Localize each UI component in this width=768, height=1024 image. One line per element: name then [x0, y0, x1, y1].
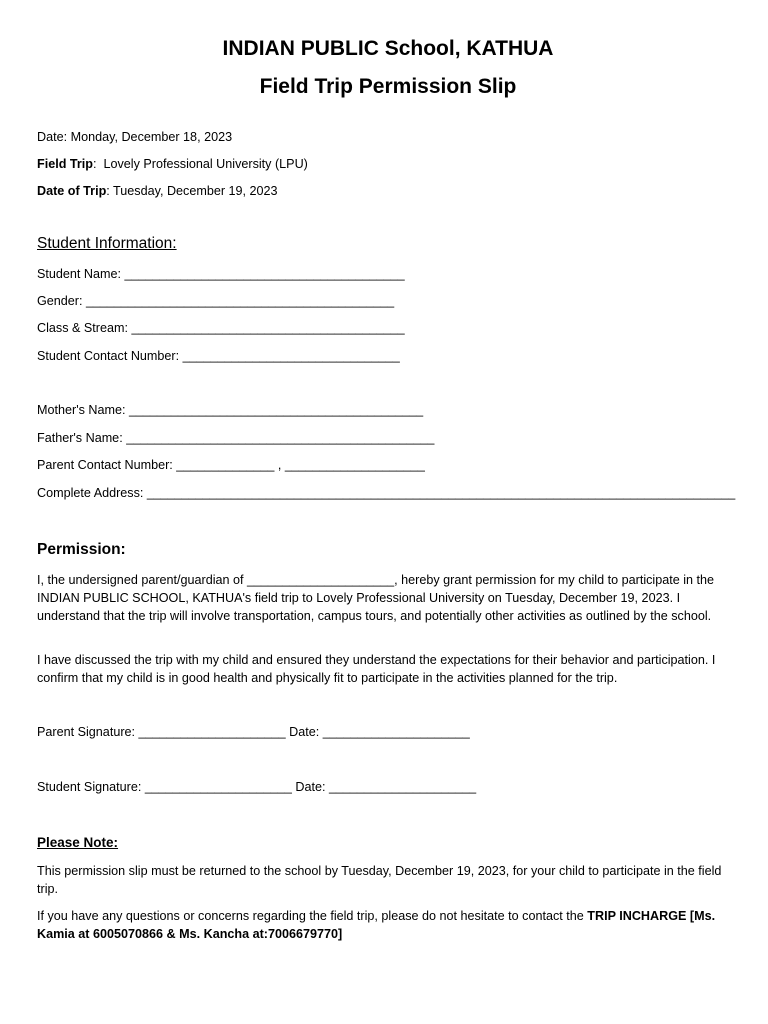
- father-name-field: Father's Name: ____________________________________________: [37, 431, 435, 445]
- page-title: Field Trip Permission Slip: [259, 75, 517, 98]
- school-name: INDIAN PUBLIC School, KATHUA: [222, 37, 554, 60]
- permission-paragraph-2: I have discussed the trip with my child and ensured they understand the expectations for their behavior and participation. I confirm that my child is in good health and physically fit to participate in the activities planned for the trip.: [37, 653, 716, 685]
- note-paragraph-1: This permission slip must be returned to the school by Tuesday, December 19, 2023, for your child to participate in the field trip.: [37, 864, 722, 896]
- letter-date: Date: Monday, December 18, 2023: [37, 130, 233, 144]
- class-stream-field: Class & Stream: _______________________________________: [37, 321, 405, 335]
- note-heading: Please Note:: [37, 835, 119, 850]
- parent-contact-field: Parent Contact Number: ______________ , ____________________: [37, 458, 425, 472]
- student-contact-field: Student Contact Number: _______________________________: [37, 349, 400, 363]
- mother-name-field: Mother's Name: __________________________________________: [37, 403, 424, 417]
- permission-heading: Permission:: [37, 541, 126, 558]
- note-paragraph-2: [37, 908, 742, 944]
- field-trip-line: [37, 157, 308, 171]
- parent-signature-line: Parent Signature: _____________________ Date: _____________________: [37, 725, 470, 739]
- student-signature-line: Student Signature: _____________________ Date: _____________________: [37, 780, 477, 794]
- address-field: Complete Address: ____________________________________________________________________________________: [37, 486, 736, 500]
- student-info-heading: Student Information:: [37, 235, 177, 252]
- student-name-field: Student Name: ________________________________________: [37, 267, 405, 281]
- trip-date-label: Date of Trip: [37, 184, 107, 198]
- field-trip-value: : Lovely Professional University (LPU): [92, 157, 308, 171]
- note-text: If you have any questions or concerns regarding the field trip, please do not hesitate to contact the: [37, 909, 588, 923]
- trip-incharge-contact: TRIP INCHARGE [Ms. Kamia at 6005070866 & Ms. Kancha at:7006679770]: [37, 909, 716, 941]
- trip-date-value: : Tuesday, December 19, 2023: [106, 184, 278, 198]
- trip-date-line: [37, 184, 278, 198]
- field-trip-label: Field Trip: [37, 157, 93, 171]
- permission-paragraph-1: I, the undersigned parent/guardian of _____________________, hereby grant permission for my child to participate in the INDIAN PUBLIC SCHOOL, KATHUA's field trip to Lovely Professional University on Tuesday, December 19, 2023. I understand that the trip will involve transportation, campus tours, and potentially other activities as outlined by the school.: [37, 573, 715, 623]
- gender-field: Gender: ____________________________________________: [37, 294, 395, 308]
